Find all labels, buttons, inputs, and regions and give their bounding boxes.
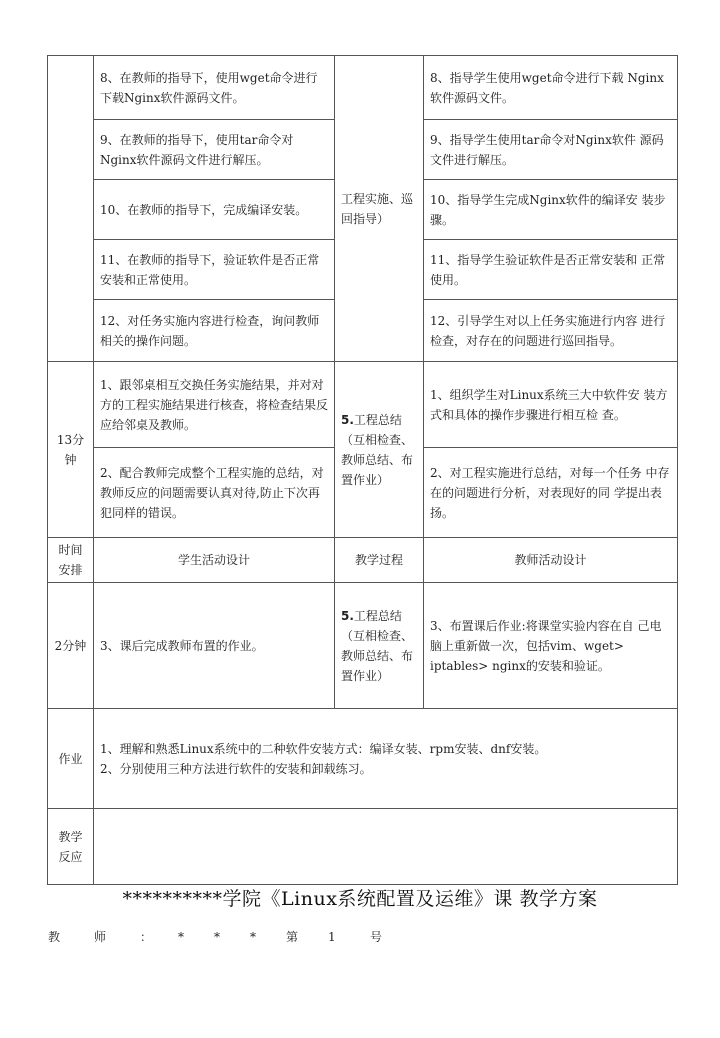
process-cell-summary bbox=[335, 362, 424, 538]
homework-content bbox=[94, 709, 678, 809]
teacher-activity-8: 8、指导学生使用wget命令进行下载 Nginx 软件源码文件。 bbox=[424, 56, 678, 120]
header-process: 教学过程 bbox=[335, 538, 424, 583]
reaction-label: 教学反应 bbox=[48, 809, 94, 885]
teacher-char: * bbox=[214, 930, 220, 944]
student-activity-12: 12、对任务实施内容进行检查，询问教师相关的操作问题。 bbox=[94, 300, 335, 362]
time-cell-empty bbox=[48, 56, 94, 362]
teacher-char: ： bbox=[140, 930, 153, 944]
table-row bbox=[48, 362, 678, 448]
teacher-activity-homework: 3、布置课后作业:将课堂实验内容在自 己电脑上重新做一次，包括vim、wget> iptables> nginx的安装和验证。 bbox=[424, 583, 678, 709]
header-teacher: 教师活动设计 bbox=[424, 538, 678, 583]
homework-line-2: 2、分别使用三种方法进行软件的安装和卸载练习。 bbox=[100, 761, 372, 776]
teacher-char: 师 bbox=[94, 930, 107, 944]
header-student: 学生活动设计 bbox=[94, 538, 335, 583]
time-cell-13min: 13分钟 bbox=[48, 362, 94, 538]
process-step-number: 5. bbox=[341, 608, 354, 623]
teacher-char: 1 bbox=[328, 930, 336, 944]
teacher-info-line bbox=[48, 928, 400, 945]
teacher-activity-summary-1: 1、组织学生对Linux系统三大中软件安 装方式和具体的操作步骤进行相互检 查。 bbox=[424, 362, 678, 448]
student-activity-summary-1: 1、跟邻桌相互交换任务实施结果，并对对方的工程实施结果进行核查，将检查结果反应给邻桌及教师。 bbox=[94, 362, 335, 448]
process-step-text: 工程总结（互相检查、教师总结、布置作业） bbox=[341, 412, 414, 487]
teacher-activity-11: 11、指导学生验证软件是否正常安装和 正常使用。 bbox=[424, 240, 678, 300]
process-cell-implementation: 工程实施、巡回指导） bbox=[335, 56, 424, 362]
table-header-row bbox=[48, 538, 678, 583]
student-activity-summary-2: 2、配合教师完成整个工程实施的总结，对教师反应的问题需要认真对待,防止下次再犯同样的错误。 bbox=[94, 448, 335, 538]
teacher-char: 教 bbox=[48, 930, 61, 944]
student-activity-homework: 3、课后完成教师布置的作业。 bbox=[94, 583, 335, 709]
process-cell-homework bbox=[335, 583, 424, 709]
reaction-row bbox=[48, 809, 678, 885]
teacher-char: * bbox=[178, 930, 184, 944]
teacher-activity-9: 9、指导学生使用tar命令对Nginx软件 源码文件进行解压。 bbox=[424, 120, 678, 180]
table-row bbox=[48, 56, 678, 120]
lesson-plan-table bbox=[47, 55, 678, 885]
process-step-text: 工程总结（互相检查、教师总结、布置作业） bbox=[341, 608, 414, 683]
student-activity-8: 8、在教师的指导下，使用wget命令进行下载Nginx软件源码文件。 bbox=[94, 56, 335, 120]
document-title: **********学院《Linux系统配置及运维》课 教学方案 bbox=[122, 888, 598, 910]
teacher-char: 第 bbox=[286, 930, 299, 944]
homework-row bbox=[48, 709, 678, 809]
teacher-activity-summary-2: 2、对工程实施进行总结，对每一个任务 中存在的问题进行分析，对表现好的同 学提出表扬。 bbox=[424, 448, 678, 538]
homework-line-1: 1、理解和熟悉Linux系统中的二种软件安装方式：编译女装、rpm安装、dnf安装。 bbox=[100, 741, 547, 756]
header-time: 时间安排 bbox=[48, 538, 94, 583]
table-row bbox=[48, 583, 678, 709]
teacher-activity-12: 12、引导学生对以上任务实施进行内容 进行检查，对存在的问题进行巡回指导。 bbox=[424, 300, 678, 362]
teacher-activity-10: 10、指导学生完成Nginx软件的编译安 装步骤。 bbox=[424, 180, 678, 240]
time-cell-2min: 2分钟 bbox=[48, 583, 94, 709]
student-activity-11: 11、在教师的指导下，验证软件是否正常安装和正常使用。 bbox=[94, 240, 335, 300]
homework-label: 作业 bbox=[48, 709, 94, 809]
student-activity-10: 10、在教师的指导下，完成编译安装。 bbox=[94, 180, 335, 240]
teacher-char: 号 bbox=[370, 930, 383, 944]
process-step-number: 5. bbox=[341, 412, 354, 427]
teacher-char: * bbox=[250, 930, 256, 944]
student-activity-9: 9、在教师的指导下，使用tar命令对Nginx软件源码文件进行解压。 bbox=[94, 120, 335, 180]
reaction-content bbox=[94, 809, 678, 885]
